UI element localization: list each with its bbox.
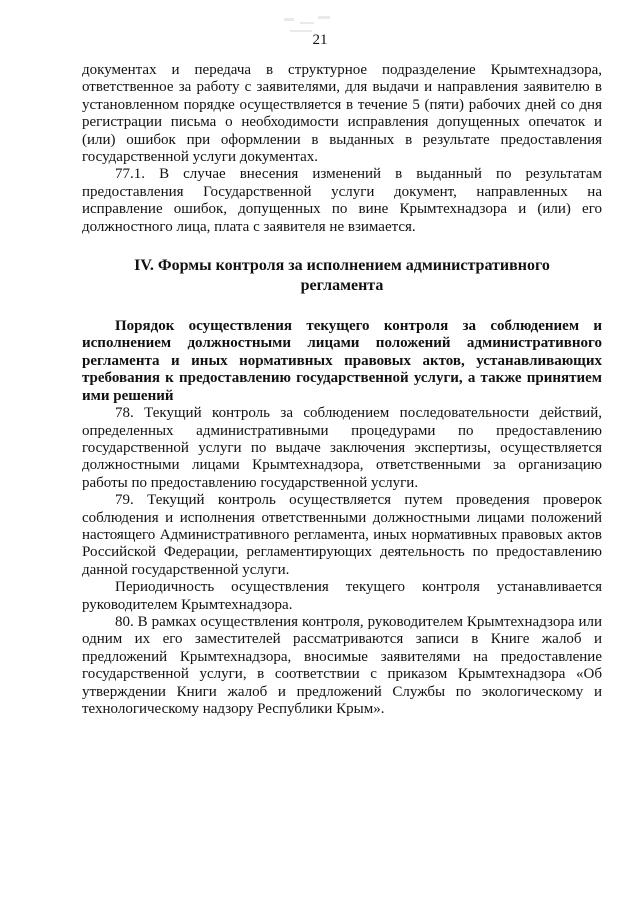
paragraph-79: 79. Текущий контроль осуществляется путем проведения проверок соблюдения и исполнения ответственными должностными лицами положений настоящего Административного регламента, иных нормативных правовых актов Российской Федерации, регламентирующих деятельность по предоставлению данной государственной услуги.: [82, 492, 602, 578]
section-heading: IV. Формы контроля за исполнением административного регламента: [134, 257, 550, 295]
paragraph-continuation: документах и передача в структурное подразделение Крымтехнадзора, ответственное за работу с заявителями, для выдачи и направления заявителю в установленном порядке осуществляется в течение 5 (пяти) рабочих дней со дня регистрации письма о необходимости исправления допущенных опечаток и (или) ошибок при оформлении в выданных в результате предоставления государственной услуги документах.: [82, 62, 602, 166]
page-number: 21: [312, 32, 328, 48]
paragraph-78: 78. Текущий контроль за соблюдением последовательности действий, определенных административными процедурами по предоставлению государственной услуги по выдаче заключения экспертизы, осуществляется должностными лицами Крымтехнадзора, ответственными за организацию работы по предоставлению государственной услуги.: [82, 405, 602, 491]
paragraph-periodicity: Периодичность осуществления текущего контроля устанавливается руководителем Крымтехнадзора.: [82, 579, 602, 613]
subsection-heading: Порядок осуществления текущего контроля за соблюдением и исполнением должностными лицами положений административного регламента и иных нормативных правовых актов, устанавливающих требования к предоставлению государственной услуги, а также принятием ими решений: [82, 318, 602, 404]
paragraph-77-1: 77.1. В случае внесения изменений в выданный по результатам предоставления Государственной услуги документ, направленных на исправление ошибок, допущенных по вине Крымтехнадзора и (или) его должностного лица, плата с заявителя не взимается.: [82, 166, 602, 235]
document-body: [82, 62, 602, 718]
paragraph-80: 80. В рамках осуществления контроля, руководителем Крымтехнадзора или одним их его заместителей рассматриваются записи в Книге жалоб и предложений Крымтехнадзора, вносимые заявителями на предоставление государственной услуги, в соответствии с приказом Крымтехнадзора «Об утверждении Книги жалоб и предложений Службы по экологическому и технологическому надзору Республики Крым».: [82, 613, 602, 717]
